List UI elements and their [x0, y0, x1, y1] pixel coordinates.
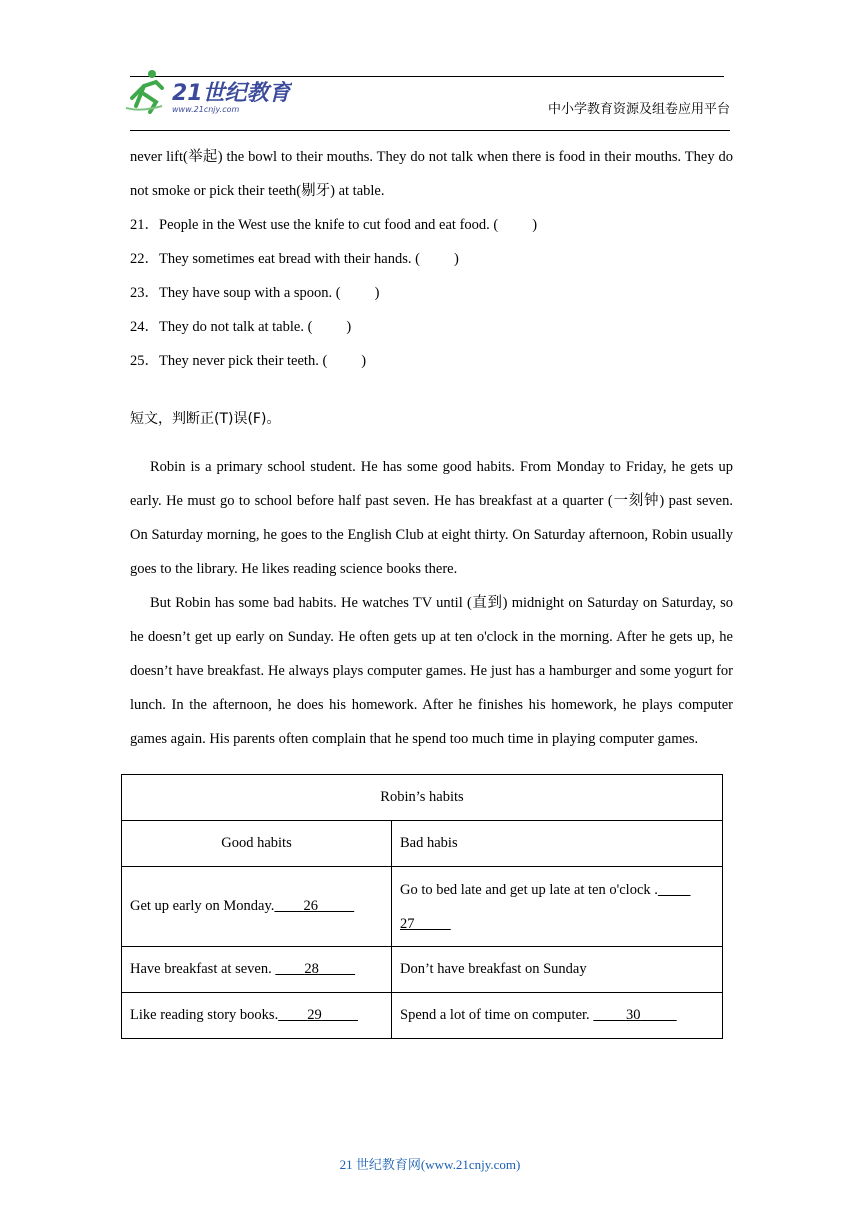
table-row: [122, 993, 723, 1039]
robin-paragraph-1: Robin is a primary school student. He has some good habits. From Monday to Friday, he gets up early. He must go to school before half past seven. He has breakfast at a quarter (一刻钟) past seven. On Saturday morning, he goes to the English Club at eight thirty. On Saturday afternoon, Robin usually goes to the library. He likes reading science books there.: [130, 459, 733, 577]
good-habit-cell: Get up early on Monday. 26: [122, 867, 392, 947]
table-header-row: [122, 821, 723, 867]
col-header-bad: Bad habis: [392, 821, 723, 867]
blank-26[interactable]: 26: [303, 898, 318, 914]
blank-27[interactable]: 27: [400, 915, 415, 932]
header-platform-text: 中小学教育资源及组卷应用平台: [547, 102, 730, 117]
robin-paragraph-2: But Robin has some bad habits. He watches TV until (直到) midnight on Saturday on Saturday, so he doesn’t get up early on Sunday. He often gets up at ten o'clock in the morning. After he gets up, he doesn’t have breakfast. He always plays computer games. He just has a hamburger and some yogurt for lunch. In the afternoon, he does his homework. After he finishes his homework, he plays computer games again. His parents often complain that he spend too much time in playing computer games.: [130, 595, 733, 747]
page-content: [130, 140, 733, 756]
table-row: [122, 947, 723, 993]
footer-source[interactable]: 21 世纪教育网(www.21cnjy.com): [339, 1157, 521, 1172]
blank-28[interactable]: 28: [304, 961, 319, 977]
question-23: 23．They have soup with a spoon. ( ): [130, 285, 380, 301]
table-title-row: [122, 775, 723, 821]
svg-text:21世纪教育: 21世纪教育: [172, 81, 291, 106]
questions-21-25: [130, 208, 733, 378]
bad-habit-cell: Spend a lot of time on computer. 30: [392, 993, 723, 1039]
question-22: 22．They sometimes eat bread with their hands. ( ): [130, 251, 459, 267]
question-21: 21．People in the West use the knife to cut food and eat food. ( ): [130, 217, 538, 233]
habits-table: [121, 774, 723, 1039]
blank-30[interactable]: 30: [625, 1007, 641, 1023]
blank-29[interactable]: 29: [307, 1007, 322, 1023]
question-25: 25．They never pick their teeth. ( ): [130, 353, 367, 369]
svg-text:www.21cnjy.com: www.21cnjy.com: [172, 105, 240, 114]
header-rule-bottom: [130, 130, 730, 131]
logo-21cnjy: [122, 68, 292, 116]
good-habit-cell: Like reading story books. 29: [122, 993, 392, 1039]
good-habit-cell: Have breakfast at seven. 28: [122, 947, 392, 993]
table-title: Robin’s habits: [122, 775, 723, 821]
bad-habit-cell: Go to bed late and get up late at ten o'clock . 27: [392, 867, 723, 947]
section-instruction: 短文，判断正(T)误(F)。: [130, 411, 281, 427]
question-24: 24．They do not talk at table. ( ): [130, 319, 352, 335]
table-row: [122, 867, 723, 947]
col-header-good: Good habits: [122, 821, 392, 867]
passage1-continuation: never lift(举起) the bowl to their mouths. They do not talk when there is food in their mouths. They do not smoke or pick their teeth(剔牙) at table.: [130, 149, 733, 199]
runner-icon: [126, 70, 162, 112]
bad-habit-cell: Don’t have breakfast on Sunday: [392, 947, 723, 993]
